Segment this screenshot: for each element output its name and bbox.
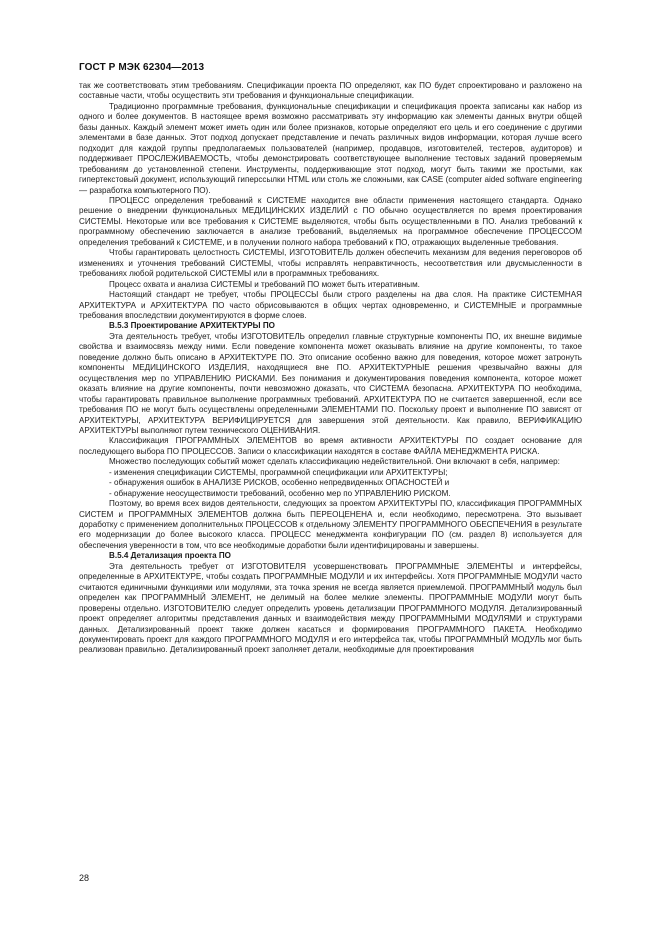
paragraph: Традиционно программные требования, функциональные спецификации и спецификация проекта записаны как набор из одного и более документов. В настоящее время возможно рассматривать эту информацию как элементы данных внутри общей базы данных. Каждый элемент может иметь один или более признаков, которые определяют его цель и его соединение с другими элементами в базе данных. Этот подход допускает представление и печать различных видов информации, которая лучше всего подходит для каждой группы предполагаемых пользователей (например, продавцов, изготовителей, тестеров, аудиторов) и поддерживает ПРОСЛЕЖИВАЕМОСТЬ, чтобы демонстрировать соответствующее выполнение тестовых заданий проверяемым требованиям до установленной степени. Инструменты, поддерживающие этот подход, могут быть такими же простыми, как гипертекстовый документ, использующий гиперссылки HTML или столь же сложными, как CASE (computer aided software engineering — разработка компьютерного ПО). xyxy=(79,101,582,195)
list-item: - обнаружение неосуществимости требований, особенно мер по УПРАВЛЕНИЮ РИСКОМ. xyxy=(109,488,451,498)
paragraph: Эта деятельность требует от ИЗГОТОВИТЕЛЯ усовершенствовать ПРОГРАММНЫЕ ЭЛЕМЕНТЫ и интерфейсы, определенные в АРХИТЕКТУРЕ, чтобы создать ПРОГРАММНЫЕ МОДУЛИ и их интерфейсы. Хотя ПРОГРАММНЫЕ МОДУЛИ часто считаются единичными функциями или модулями, эта точка зрения не всегда является приемлемой. ПРОГРАММНЫЙ модуль был определен как ПРОГРАММНЫЙ ЭЛЕМЕНТ, не делимый на более мелкие элементы. ПРОГРАММНЫЕ МОДУЛИ могут быть проверены отдельно. ИЗГОТОВИТЕЛЮ следует определить уровень детализации ПРОГРАММНОГО МОДУЛЯ. Детализированный проект определяет алгоритмы представления данных и взаимодействия между ПРОГРАММНЫМИ МОДУЛЯМИ и структурами данных. Детализированный проект также должен касаться и формирования ПРОГРАММНОГО ПАКЕТА. Необходимо документировать проект для каждого ПРОГРАММНОГО МОДУЛЯ и его интерфейса так, чтобы ПРОГРАММНЫЙ МОДУЛЬ мог быть реализован правильно. Детализированный проект заполняет детали, необходимые для проектирования xyxy=(79,561,582,655)
paragraph: Поэтому, во время всех видов деятельности, следующих за проектом АРХИТЕКТУРЫ ПО, классификация ПРОГРАММНЫХ СИСТЕМ и ПРОГРАММНЫХ ЭЛЕМЕНТОВ должна быть ПЕРЕОЦЕНЕНА и, если необходимо, пересмотрена. Это вызывает доработку с применением дополнительных ПРОЦЕССОВ к отдельному ЭЛЕМЕНТУ ПРОГРАММНОГО ОБЕСПЕЧЕНИЯ в результате его модернизации до более высокого класса. ПРОЦЕСС менеджмента конфигурации ПО (см. раздел 8) используется для обеспечения уверенности в том, что все необходимые доработки были идентифицированы и завершены. xyxy=(79,499,582,550)
section-heading: B.5.4 Детализация проекта ПО xyxy=(109,551,231,561)
paragraph: Эта деятельность требует, чтобы ИЗГОТОВИТЕЛЬ определил главные структурные компоненты ПО, их внешне видимые свойства и взаимосвязь между ними. Если поведение компонента может оказывать влияние на другие компоненты, то такое поведение должно быть описано в АРХИТЕКТУРЕ ПО. Это описание особенно важно для поведения, которое может затронуть компоненты МЕДИЦИНСКОГО ИЗДЕЛИЯ, находящиеся вне ПО. АРХИТЕКТУРНЫЕ решения чрезвычайно важны для осуществления мер по УПРАВЛЕНИЮ РИСКАМИ. Без понимания и документирования поведения компонента, которое может оказать влияние на другие компоненты, почти невозможно доказать, что СИСТЕМА безопасна. АРХИТЕКТУРА ПО необходима, чтобы гарантировать правильное выполнение программных требований. АРХИТЕКТУРА ПО не считается завершенной, если все требования ПО не могут быть осуществлены определенными ЭЛЕМЕНТАМИ ПО. Поскольку проект и выполнение ПО зависят от АРХИТЕКТУРЫ, АРХИТЕКТУРА ВЕРИФИЦИРУЕТСЯ для завершения этой деятельности. Как правило, ВЕРИФИКАЦИЮ АРХИТЕКТУРЫ выполняют путем технического ОЦЕНИВАНИЯ. xyxy=(79,331,582,435)
paragraph: ПРОЦЕСС определения требований к СИСТЕМЕ находится вне области применения настоящего стандарта. Однако решение о внедрении функциональных МЕДИЦИНСКИХ ИЗДЕЛИЙ с ПО обычно осуществляется по время проектирования СИСТЕМЫ. Некоторые или все требования к СИСТЕМЕ выделяются, чтобы быть осуществленными в ПО. Анализ требований к программному обеспечению заключается в анализе требований, выделяемых на программное обеспечение ПРОЦЕССОМ определения требований к СИСТЕМЕ, и в получении полного набора требований к ПО, отражающих выделенные требования. xyxy=(79,195,582,247)
paragraph: Чтобы гарантировать целостность СИСТЕМЫ, ИЗГОТОВИТЕЛЬ должен обеспечить механизм для ведения переговоров об изменениях и уточнения требований СИСТЕМЫ, чтобы исправлять неправктичность, несоответствия или двусмысленности в требованиях любой родительской СИСТЕМЫ или в программных требованиях. xyxy=(79,248,582,279)
document-body xyxy=(79,81,582,656)
section-heading: B.5.3 Проектирование АРХИТЕКТУРЫ ПО xyxy=(109,321,275,331)
paragraph: Настоящий стандарт не требует, чтобы ПРОЦЕССЫ были строго разделены на два слоя. На практике СИСТЕМНАЯ АРХИТЕКТУРА и АРХИТЕКТУРА ПО часто обрисовываются в общих чертах одновременно, и СИСТЕМНЫЕ и программные требования впоследствии документируются в форме слоев. xyxy=(79,290,582,320)
paragraph: Классификация ПРОГРАММНЫХ ЭЛЕМЕНТОВ во время активности АРХИТЕКТУРЫ ПО создает основание для последующего выбора ПО ПРОЦЕССОВ. Записи о классификации находятся в составе ФАЙЛА МЕНЕДЖМЕНТА РИСКА. xyxy=(79,436,582,456)
list-item: - обнаружения ошибок в АНАЛИЗЕ РИСКОВ, особенно непредвиденных ОПАСНОСТЕЙ и xyxy=(109,478,450,488)
page-number: 28 xyxy=(79,873,90,883)
paragraph: так же соответствовать этим требованиям. Спецификации проекта ПО определяют, как ПО будет спроектировано и разложено на составные части, чтобы осуществить эти требования и функциональные спецификации. xyxy=(79,81,582,101)
list-item: - изменения спецификации СИСТЕМЫ, программной спецификации или АРХИТЕКТУРЫ; xyxy=(109,467,448,477)
paragraph: Множество последующих событий может сделать классификацию недействительной. Они включают в себя, например: xyxy=(109,457,560,467)
page-header: ГОСТ Р МЭК 62304—2013 xyxy=(79,62,205,73)
paragraph: Процесс охвата и анализа СИСТЕМЫ и требований ПО может быть итеративным. xyxy=(109,279,420,289)
